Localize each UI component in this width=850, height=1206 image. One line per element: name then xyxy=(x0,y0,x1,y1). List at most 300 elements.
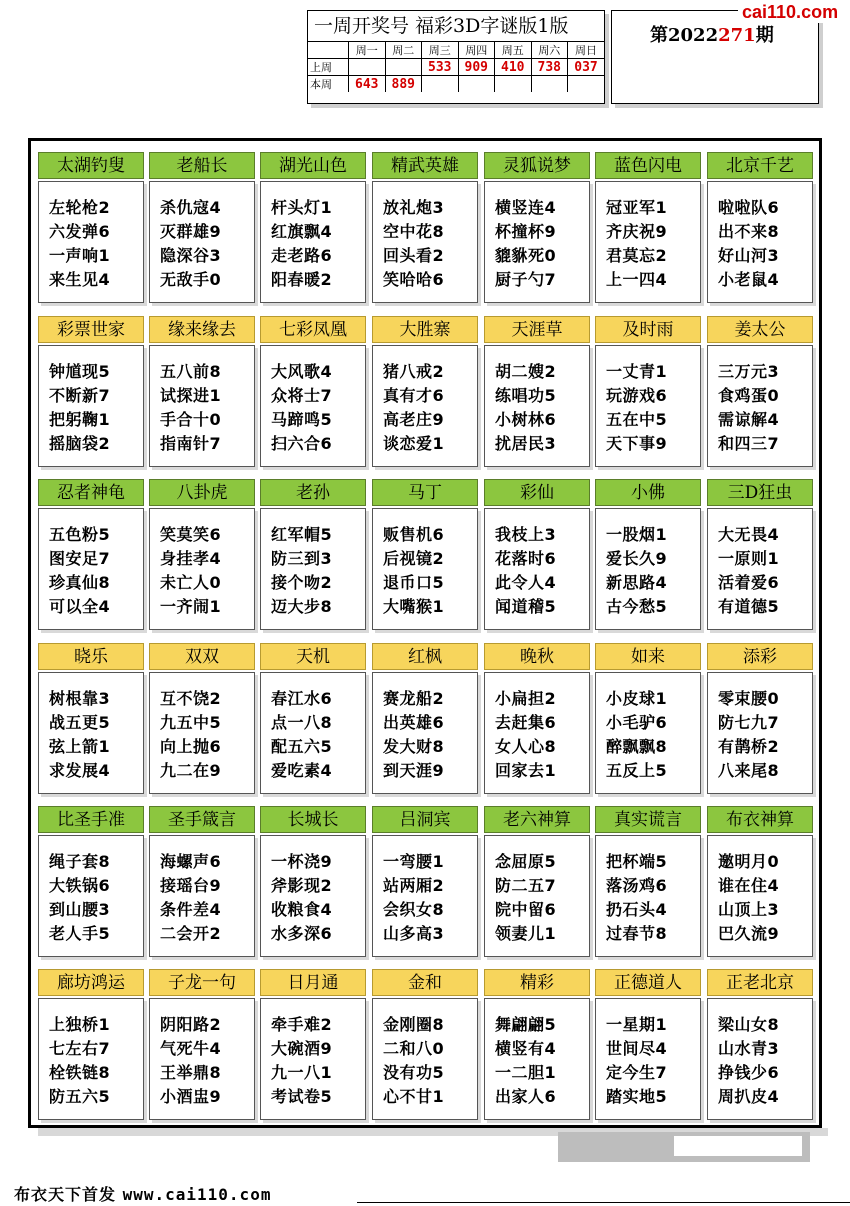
day-sat: 周六 xyxy=(531,42,568,59)
footer-rule xyxy=(357,1202,850,1203)
riddle-line: 众将士7 xyxy=(271,386,333,405)
riddle-line: 一弯腰1 xyxy=(383,852,445,871)
riddle-line: 贩售机6 xyxy=(383,525,445,544)
riddle-line: 新思路4 xyxy=(606,573,668,592)
issue-prefix: 第2022 xyxy=(650,25,719,46)
riddle-line: 小扁担2 xyxy=(495,689,557,708)
card-title: 晓乐 xyxy=(38,643,144,670)
puzzle-card xyxy=(149,152,255,302)
riddle-line: 领妻儿1 xyxy=(495,924,557,943)
riddle-line: 到天涯9 xyxy=(383,761,445,780)
card-body xyxy=(149,508,255,630)
riddle-line: 防三到3 xyxy=(271,549,333,568)
card-body xyxy=(38,835,144,957)
riddle-line: 山多高3 xyxy=(383,924,445,943)
riddle-line: 后视镜2 xyxy=(383,549,445,568)
riddle-line: 会织女8 xyxy=(383,900,445,919)
card-body xyxy=(372,998,478,1120)
riddle-line: 山顶上3 xyxy=(718,900,780,919)
riddle-line: 出不来8 xyxy=(718,222,780,241)
riddle-line: 玩游戏6 xyxy=(606,386,668,405)
riddle-line: 小皮球1 xyxy=(606,689,668,708)
riddle-line: 九一八1 xyxy=(271,1063,333,1082)
card-title: 大胜寨 xyxy=(372,316,478,343)
puzzle-card xyxy=(260,643,366,793)
riddle-line: 一齐闹1 xyxy=(160,597,222,616)
puzzle-card xyxy=(38,479,144,629)
card-body xyxy=(260,181,366,303)
riddle-line: 退币口5 xyxy=(383,573,445,592)
riddle-line: 王举鼎8 xyxy=(160,1063,222,1082)
card-body xyxy=(38,181,144,303)
riddle-line: 笑哈哈6 xyxy=(383,270,445,289)
card-body xyxy=(260,508,366,630)
this-week-row xyxy=(308,76,604,93)
card-body xyxy=(149,672,255,794)
riddle-line: 横竖有4 xyxy=(495,1039,557,1058)
puzzle-card xyxy=(484,806,590,956)
riddle-line: 上独桥1 xyxy=(49,1015,111,1034)
weekly-draw-table xyxy=(307,10,605,104)
riddle-line: 红军帽5 xyxy=(271,525,333,544)
card-body xyxy=(372,181,478,303)
riddle-line: 挣钱少6 xyxy=(718,1063,780,1082)
riddle-line: 二会开2 xyxy=(160,924,222,943)
riddle-line: 试探进1 xyxy=(160,386,222,405)
draw-grid xyxy=(308,42,604,92)
card-body xyxy=(149,181,255,303)
riddle-line: 春江水6 xyxy=(271,689,333,708)
riddle-line: 爱长久9 xyxy=(606,549,668,568)
riddle-line: 出家人6 xyxy=(495,1087,557,1106)
puzzle-card xyxy=(372,316,478,466)
draw-number xyxy=(568,76,605,93)
card-title: 七彩凤凰 xyxy=(260,316,366,343)
card-body xyxy=(149,345,255,467)
puzzle-card xyxy=(484,316,590,466)
riddle-line: 七左右7 xyxy=(49,1039,111,1058)
riddle-line: 小酒盅9 xyxy=(160,1087,222,1106)
riddle-line: 防二五7 xyxy=(495,876,557,895)
riddle-line: 定今生7 xyxy=(606,1063,668,1082)
riddle-line: 大碗酒9 xyxy=(271,1039,333,1058)
riddle-line: 活着爱6 xyxy=(718,573,780,592)
card-body xyxy=(372,835,478,957)
riddle-line: 梁山女8 xyxy=(718,1015,780,1034)
card-body xyxy=(372,345,478,467)
card-body xyxy=(260,672,366,794)
riddle-line: 念屈原5 xyxy=(495,852,557,871)
puzzle-card xyxy=(707,152,813,302)
last-week-row xyxy=(308,59,604,76)
riddle-line: 一丈青1 xyxy=(606,362,668,381)
day-mon: 周一 xyxy=(349,42,386,59)
puzzle-card xyxy=(707,806,813,956)
card-body xyxy=(595,508,701,630)
card-title: 彩仙 xyxy=(484,479,590,506)
riddle-line: 胡二嫂2 xyxy=(495,362,557,381)
issue-number xyxy=(650,21,774,47)
riddle-line: 世间尽4 xyxy=(606,1039,668,1058)
card-body xyxy=(707,835,813,957)
riddle-line: 手合十0 xyxy=(160,410,222,429)
card-body xyxy=(707,508,813,630)
riddle-line: 谁在住4 xyxy=(718,876,780,895)
riddle-line: 左轮枪2 xyxy=(49,198,111,217)
riddle-line: 发大财8 xyxy=(383,737,445,756)
riddle-line: 可以全4 xyxy=(49,597,111,616)
card-body xyxy=(484,672,590,794)
riddle-line: 灭群雄9 xyxy=(160,222,222,241)
riddle-line: 我枝上3 xyxy=(495,525,557,544)
riddle-line: 战五更5 xyxy=(49,713,111,732)
card-body xyxy=(484,345,590,467)
riddle-line: 杆头灯1 xyxy=(271,198,333,217)
puzzle-card xyxy=(38,806,144,956)
day-tue: 周二 xyxy=(385,42,422,59)
draw-number: 037 xyxy=(568,59,605,76)
riddle-line: 此令人4 xyxy=(495,573,557,592)
puzzle-card xyxy=(372,643,478,793)
riddle-line: 气死牛4 xyxy=(160,1039,222,1058)
draw-number xyxy=(422,76,459,93)
last-week-label: 上周 xyxy=(308,59,349,76)
riddle-line: 一股烟1 xyxy=(606,525,668,544)
card-title: 彩票世家 xyxy=(38,316,144,343)
riddle-line: 练唱功5 xyxy=(495,386,557,405)
riddle-line: 貔貅死0 xyxy=(495,246,557,265)
riddle-line: 一杯浇9 xyxy=(271,852,333,871)
puzzle-card xyxy=(38,643,144,793)
draw-number: 738 xyxy=(531,59,568,76)
riddle-line: 钟馗现5 xyxy=(49,362,111,381)
card-title: 精武英雄 xyxy=(372,152,478,179)
card-body xyxy=(484,181,590,303)
riddle-line: 君莫忘2 xyxy=(606,246,668,265)
puzzle-card xyxy=(484,643,590,793)
card-body xyxy=(484,998,590,1120)
riddle-line: 小树林6 xyxy=(495,410,557,429)
puzzle-card xyxy=(707,643,813,793)
riddle-line: 收粮食4 xyxy=(271,900,333,919)
issue-suffix: 期 xyxy=(755,25,774,46)
riddle-line: 指南针7 xyxy=(160,434,222,453)
riddle-line: 身挂孝4 xyxy=(160,549,222,568)
riddle-line: 迈大步8 xyxy=(271,597,333,616)
card-body xyxy=(707,672,813,794)
riddle-line: 珍真仙8 xyxy=(49,573,111,592)
riddle-line: 无敌手0 xyxy=(160,270,222,289)
riddle-line: 未亡人0 xyxy=(160,573,222,592)
bottom-bar xyxy=(558,1132,810,1162)
issue-box xyxy=(611,10,819,104)
draw-number: 533 xyxy=(422,59,459,76)
card-body xyxy=(260,835,366,957)
riddle-line: 扰居民3 xyxy=(495,434,557,453)
riddle-line: 踏实地5 xyxy=(606,1087,668,1106)
card-title: 布衣神算 xyxy=(707,806,813,833)
riddle-line: 花落时6 xyxy=(495,549,557,568)
riddle-line: 舞翩翩5 xyxy=(495,1015,557,1034)
day-wed: 周三 xyxy=(422,42,459,59)
riddle-line: 站两厢2 xyxy=(383,876,445,895)
corner-cell xyxy=(308,42,349,59)
card-title: 晚秋 xyxy=(484,643,590,670)
puzzle-card xyxy=(149,316,255,466)
puzzle-card xyxy=(595,806,701,956)
card-title: 及时雨 xyxy=(595,316,701,343)
riddle-line: 不断新7 xyxy=(49,386,111,405)
card-body xyxy=(38,345,144,467)
card-title: 子龙一句 xyxy=(149,969,255,996)
riddle-line: 笑莫笑6 xyxy=(160,525,222,544)
site-logo: cai110.com xyxy=(738,2,842,23)
riddle-line: 五八前8 xyxy=(160,362,222,381)
card-title: 比圣手准 xyxy=(38,806,144,833)
riddle-line: 树根靠3 xyxy=(49,689,111,708)
card-title: 小佛 xyxy=(595,479,701,506)
riddle-line: 条件差4 xyxy=(160,900,222,919)
card-title: 正老北京 xyxy=(707,969,813,996)
riddle-line: 醉飘飘8 xyxy=(606,737,668,756)
puzzle-card xyxy=(595,643,701,793)
riddle-line: 六发弹6 xyxy=(49,222,111,241)
draw-number: 889 xyxy=(385,76,422,93)
riddle-line: 空中花8 xyxy=(383,222,445,241)
riddle-line: 海螺声6 xyxy=(160,852,222,871)
card-title: 添彩 xyxy=(707,643,813,670)
draw-number xyxy=(349,59,386,76)
card-title: 老船长 xyxy=(149,152,255,179)
puzzle-card xyxy=(707,316,813,466)
riddle-line: 把躬鞠1 xyxy=(49,410,111,429)
riddle-line: 一星期1 xyxy=(606,1015,668,1034)
riddle-line: 有鹊桥2 xyxy=(718,737,780,756)
puzzle-card xyxy=(595,152,701,302)
puzzle-card xyxy=(484,969,590,1119)
riddle-line: 山水青3 xyxy=(718,1039,780,1058)
riddle-line: 九五中5 xyxy=(160,713,222,732)
card-body xyxy=(149,835,255,957)
card-title: 缘来缘去 xyxy=(149,316,255,343)
riddle-line: 真有才6 xyxy=(383,386,445,405)
puzzle-card xyxy=(260,806,366,956)
riddle-line: 杀仇寇4 xyxy=(160,198,222,217)
riddle-line: 配五六5 xyxy=(271,737,333,756)
card-body xyxy=(595,998,701,1120)
puzzle-card xyxy=(372,969,478,1119)
days-row xyxy=(308,42,604,59)
riddle-line: 没有功5 xyxy=(383,1063,445,1082)
puzzle-card xyxy=(260,152,366,302)
card-body xyxy=(484,508,590,630)
riddle-line: 女人心8 xyxy=(495,737,557,756)
card-body xyxy=(372,508,478,630)
riddle-line: 点一八8 xyxy=(271,713,333,732)
day-fri: 周五 xyxy=(495,42,532,59)
riddle-line: 古今愁5 xyxy=(606,597,668,616)
riddle-line: 五色粉5 xyxy=(49,525,111,544)
draw-number xyxy=(531,76,568,93)
card-title: 吕洞宾 xyxy=(372,806,478,833)
card-body xyxy=(260,345,366,467)
card-title: 圣手箴言 xyxy=(149,806,255,833)
riddle-line: 来生见4 xyxy=(49,270,111,289)
riddle-line: 回家去1 xyxy=(495,761,557,780)
draw-number xyxy=(458,76,495,93)
riddle-line: 闻道稽5 xyxy=(495,597,557,616)
riddle-line: 走老路6 xyxy=(271,246,333,265)
puzzle-card xyxy=(595,969,701,1119)
card-body xyxy=(484,835,590,957)
puzzle-card xyxy=(372,479,478,629)
riddle-line: 图安足7 xyxy=(49,549,111,568)
puzzle-card xyxy=(707,969,813,1119)
riddle-line: 院中留6 xyxy=(495,900,557,919)
riddle-line: 阴阳路2 xyxy=(160,1015,222,1034)
card-title: 长城长 xyxy=(260,806,366,833)
riddle-line: 到山腰3 xyxy=(49,900,111,919)
card-body xyxy=(372,672,478,794)
card-body xyxy=(595,181,701,303)
footer-text: 布衣天下首发 xyxy=(14,1185,117,1204)
card-title: 天涯草 xyxy=(484,316,590,343)
riddle-line: 巴久流9 xyxy=(718,924,780,943)
card-title: 老六神算 xyxy=(484,806,590,833)
card-title: 马丁 xyxy=(372,479,478,506)
card-body xyxy=(707,181,813,303)
puzzle-card xyxy=(595,479,701,629)
puzzle-card xyxy=(484,152,590,302)
puzzle-card xyxy=(38,316,144,466)
riddle-line: 防五六5 xyxy=(49,1087,111,1106)
draw-number xyxy=(385,59,422,76)
issue-id: 271 xyxy=(718,25,756,46)
riddle-line: 斧影现2 xyxy=(271,876,333,895)
riddle-line: 金刚圈8 xyxy=(383,1015,445,1034)
card-title: 灵狐说梦 xyxy=(484,152,590,179)
puzzle-card xyxy=(260,316,366,466)
riddle-line: 栓铁链8 xyxy=(49,1063,111,1082)
riddle-line: 向上抛6 xyxy=(160,737,222,756)
riddle-line: 周扒皮4 xyxy=(718,1087,780,1106)
card-title: 如来 xyxy=(595,643,701,670)
riddle-line: 赛龙船2 xyxy=(383,689,445,708)
riddle-line: 大无畏4 xyxy=(718,525,780,544)
card-title: 日月通 xyxy=(260,969,366,996)
riddle-line: 牵手难2 xyxy=(271,1015,333,1034)
card-body xyxy=(38,672,144,794)
riddle-line: 横竖连4 xyxy=(495,198,557,217)
riddle-line: 扫六合6 xyxy=(271,434,333,453)
puzzle-card xyxy=(372,806,478,956)
puzzle-card xyxy=(372,152,478,302)
riddle-line: 马蹄鸣5 xyxy=(271,410,333,429)
day-sun: 周日 xyxy=(568,42,605,59)
card-title: 金和 xyxy=(372,969,478,996)
riddle-line: 好山河3 xyxy=(718,246,780,265)
puzzle-card xyxy=(260,969,366,1119)
card-title: 天机 xyxy=(260,643,366,670)
riddle-line: 放礼炮3 xyxy=(383,198,445,217)
riddle-line: 需谅解4 xyxy=(718,410,780,429)
riddle-line: 邀明月0 xyxy=(718,852,780,871)
riddle-line: 大铁锅6 xyxy=(49,876,111,895)
card-body xyxy=(149,998,255,1120)
riddle-line: 和四三7 xyxy=(718,434,780,453)
puzzle-card xyxy=(707,479,813,629)
riddle-line: 谈恋爱1 xyxy=(383,434,445,453)
riddle-line: 爱吃素4 xyxy=(271,761,333,780)
bottom-bar-blank xyxy=(674,1136,802,1156)
footer xyxy=(14,1182,271,1205)
puzzle-card xyxy=(484,479,590,629)
puzzle-card xyxy=(38,152,144,302)
card-title: 太湖钓叟 xyxy=(38,152,144,179)
card-body xyxy=(260,998,366,1120)
card-body xyxy=(595,835,701,957)
this-week-label: 本周 xyxy=(308,76,349,93)
card-title: 蓝色闪电 xyxy=(595,152,701,179)
riddle-line: 弦上箭1 xyxy=(49,737,111,756)
card-title: 廊坊鸿运 xyxy=(38,969,144,996)
card-title: 红枫 xyxy=(372,643,478,670)
table-title: 一周开奖号 福彩3D字谜版1版 xyxy=(308,11,604,42)
riddle-line: 九二在9 xyxy=(160,761,222,780)
riddle-line: 出英雄6 xyxy=(383,713,445,732)
puzzle-card xyxy=(38,969,144,1119)
riddle-line: 把杯端5 xyxy=(606,852,668,871)
card-body xyxy=(595,345,701,467)
card-body xyxy=(38,998,144,1120)
riddle-line: 高老庄9 xyxy=(383,410,445,429)
card-title: 八卦虎 xyxy=(149,479,255,506)
riddle-line: 啦啦队6 xyxy=(718,198,780,217)
riddle-line: 上一四4 xyxy=(606,270,668,289)
riddle-line: 冠亚军1 xyxy=(606,198,668,217)
card-title: 双双 xyxy=(149,643,255,670)
riddle-line: 零束腰0 xyxy=(718,689,780,708)
riddle-line: 有道德5 xyxy=(718,597,780,616)
card-title: 老孙 xyxy=(260,479,366,506)
card-title: 忍者神龟 xyxy=(38,479,144,506)
riddle-line: 食鸡蛋0 xyxy=(718,386,780,405)
card-title: 三D狂虫 xyxy=(707,479,813,506)
riddle-line: 老人手5 xyxy=(49,924,111,943)
riddle-line: 红旗飘4 xyxy=(271,222,333,241)
riddle-line: 一二胆1 xyxy=(495,1063,557,1082)
riddle-line: 五在中5 xyxy=(606,410,668,429)
riddle-line: 一原则1 xyxy=(718,549,780,568)
riddle-line: 摇脑袋2 xyxy=(49,434,111,453)
card-title: 湖光山色 xyxy=(260,152,366,179)
riddle-line: 小老鼠4 xyxy=(718,270,780,289)
draw-number xyxy=(495,76,532,93)
riddle-line: 厨子勺7 xyxy=(495,270,557,289)
card-title: 精彩 xyxy=(484,969,590,996)
draw-number: 410 xyxy=(495,59,532,76)
puzzle-card xyxy=(149,969,255,1119)
riddle-line: 互不饶2 xyxy=(160,689,222,708)
card-body xyxy=(38,508,144,630)
day-thu: 周四 xyxy=(458,42,495,59)
riddle-line: 齐庆祝9 xyxy=(606,222,668,241)
riddle-line: 五反上5 xyxy=(606,761,668,780)
riddle-line: 接个吻2 xyxy=(271,573,333,592)
riddle-line: 接瑶台9 xyxy=(160,876,222,895)
card-body xyxy=(707,345,813,467)
riddle-line: 防七九7 xyxy=(718,713,780,732)
